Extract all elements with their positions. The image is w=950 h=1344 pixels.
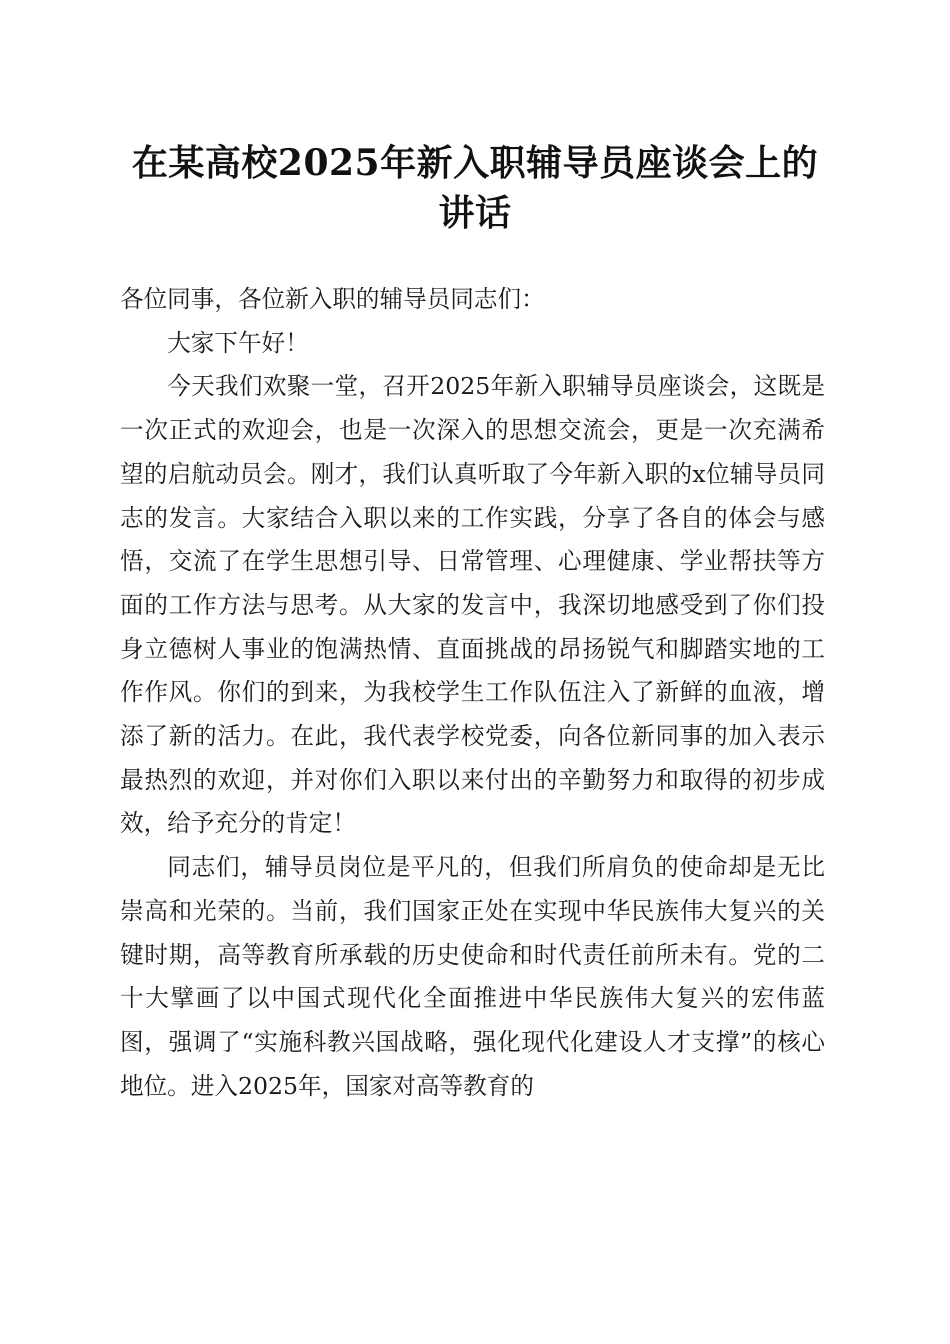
salutation: 各位同事，各位新入职的辅导员同志们：	[120, 285, 545, 313]
document-title: 在某高校2025年新入职辅导员座谈会上的讲话	[131, 142, 819, 234]
greeting: 大家下午好！	[167, 328, 309, 357]
paragraph: 同志们，辅导员岗位是平凡的，但我们所肩负的使命却是无比崇高和光荣的。当前，我们国家正处在实现中华民族伟大复兴的关键时期，高等教育所承载的历史使命和时代责任前所未有。党的二十大擘画了以中国式现代化全面推进中华民族伟大复兴的宏伟蓝图，强调了“实施科教兴国战略，强化现代化建设人才支撑”的核心地位。进入2025年，国家对高等教育的	[120, 853, 825, 1100]
document-body	[120, 278, 825, 1108]
paragraph: 今天我们欢聚一堂，召开2025年新入职辅导员座谈会，这既是一次正式的欢迎会，也是一次深入的思想交流会，更是一次充满希望的启航动员会。刚才，我们认真听取了今年新入职的x位辅导员同志的发言。大家结合入职以来的工作实践，分享了各自的体会与感悟，交流了在学生思想引导、日常管理、心理健康、学业帮扶等方面的工作方法与思考。从大家的发言中，我深切地感受到了你们投身立德树人事业的饱满热情、直面挑战的昂扬锐气和脚踏实地的工作作风。你们的到来，为我校学生工作队伍注入了新鲜的血液，增添了新的活力。在此，我代表学校党委，向各位新同事的加入表示最热烈的欢迎，并对你们入职以来付出的辛勤努力和取得的初步成效，给予充分的肯定！	[120, 372, 825, 838]
